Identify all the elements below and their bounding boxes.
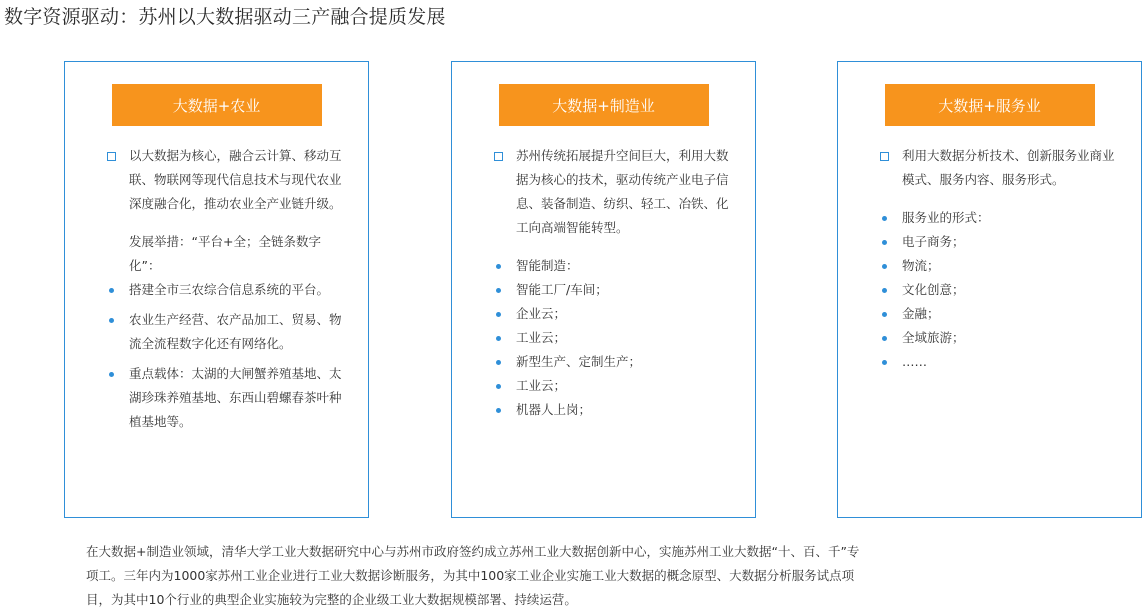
list-item — [880, 278, 1117, 302]
list-item-text: 工业云； — [516, 330, 567, 345]
list-item-text: 搭建全市三农综合信息系统的平台。 — [129, 282, 330, 297]
list-item — [494, 254, 731, 278]
card-body-manufacturing — [494, 144, 731, 422]
dot-bullet-icon — [882, 264, 887, 269]
list-item-text: 物流； — [902, 258, 940, 273]
dot-bullet-icon — [109, 288, 114, 293]
footer-paragraph: 在大数据+制造业领域，清华大学工业大数据研究中心与苏州市政府签约成立苏州工业大数据创新中心，实施苏州工业大数据“十、百、千”专项工。三年内为1000家苏州工业企业进行工业大数据诊断服务，为其中100家工业企业实施工业大数据的概念原型、大数据分析服务试点项目，为其中10个行业的典型企业实施较为完整的企业级工业大数据规模部署、持续运营。 — [86, 544, 860, 607]
list-item-text: 新型生产、定制生产； — [516, 354, 642, 369]
list-item-text: 电子商务； — [902, 234, 965, 249]
dot-bullet-icon — [109, 372, 114, 377]
intro-item — [880, 144, 1117, 192]
list-item — [107, 308, 344, 356]
list-item-text: 工业云； — [516, 378, 567, 393]
square-bullet-icon — [107, 152, 116, 161]
dot-bullet-icon — [109, 318, 114, 323]
list-item-text: 全域旅游； — [902, 330, 965, 345]
list-item-text: 金融； — [902, 306, 940, 321]
list-item-text: …… — [902, 354, 927, 369]
list-item — [880, 326, 1117, 350]
dot-bullet-icon — [882, 240, 887, 245]
dot-bullet-icon — [882, 336, 887, 341]
intro-text: 利用大数据分析技术、创新服务业商业模式、服务内容、服务形式。 — [902, 148, 1115, 187]
subheading-item — [107, 230, 344, 278]
card-agriculture — [64, 61, 369, 518]
dot-bullet-icon — [496, 336, 501, 341]
list-item — [494, 278, 731, 302]
dot-bullet-icon — [882, 312, 887, 317]
dot-bullet-icon — [496, 360, 501, 365]
card-header-manufacturing: 大数据+制造业 — [499, 84, 709, 126]
list-item — [880, 206, 1117, 230]
dot-bullet-icon — [882, 216, 887, 221]
dot-bullet-icon — [496, 264, 501, 269]
list-item — [494, 398, 731, 422]
list-item-text: 服务业的形式： — [902, 210, 990, 225]
dot-bullet-icon — [496, 312, 501, 317]
list-item — [494, 374, 731, 398]
card-header-agriculture: 大数据+农业 — [112, 84, 322, 126]
card-body-services — [880, 144, 1117, 374]
list-item — [107, 278, 344, 302]
square-bullet-icon — [880, 152, 889, 161]
intro-text: 苏州传统拓展提升空间巨大，利用大数据为核心的技术，驱动传统产业电子信息、装备制造、纺织、轻工、冶铁、化工向高端智能转型。 — [516, 148, 729, 235]
list-item-text: 企业云； — [516, 306, 567, 321]
list-item-text: 智能工厂/车间； — [516, 282, 608, 297]
list-item — [494, 350, 731, 374]
dot-bullet-icon — [882, 288, 887, 293]
square-bullet-icon — [494, 152, 503, 161]
list-item — [107, 362, 344, 434]
card-manufacturing — [451, 61, 756, 518]
list-item — [494, 326, 731, 350]
page-title: 数字资源驱动：苏州以大数据驱动三产融合提质发展 — [4, 6, 446, 28]
dot-bullet-icon — [496, 384, 501, 389]
list-item — [880, 230, 1117, 254]
card-header-services: 大数据+服务业 — [885, 84, 1095, 126]
list-item — [880, 254, 1117, 278]
dot-bullet-icon — [496, 408, 501, 413]
dot-bullet-icon — [882, 360, 887, 365]
list-item-text: 农业生产经营、农产品加工、贸易、物流全流程数字化还有网络化。 — [129, 312, 342, 351]
card-services — [837, 61, 1142, 518]
subheading-text: 发展举措：“平台+全；全链条数字化”： — [129, 234, 321, 273]
list-item-text: 智能制造： — [516, 258, 579, 273]
list-item-text: 机器人上岗； — [516, 402, 592, 417]
card-body-agriculture — [107, 144, 344, 434]
list-item-text: 文化创意； — [902, 282, 965, 297]
intro-item — [107, 144, 344, 216]
dot-bullet-icon — [496, 288, 501, 293]
intro-text: 以大数据为核心，融合云计算、移动互联、物联网等现代信息技术与现代农业深度融合化，推动农业全产业链升级。 — [129, 148, 342, 211]
intro-item — [494, 144, 731, 240]
list-item — [880, 302, 1117, 326]
list-item-text: 重点载体：太湖的大闸蟹养殖基地、太湖珍珠养殖基地、东西山碧螺春茶叶种植基地等。 — [129, 366, 342, 429]
list-item — [880, 350, 1117, 374]
list-item — [494, 302, 731, 326]
